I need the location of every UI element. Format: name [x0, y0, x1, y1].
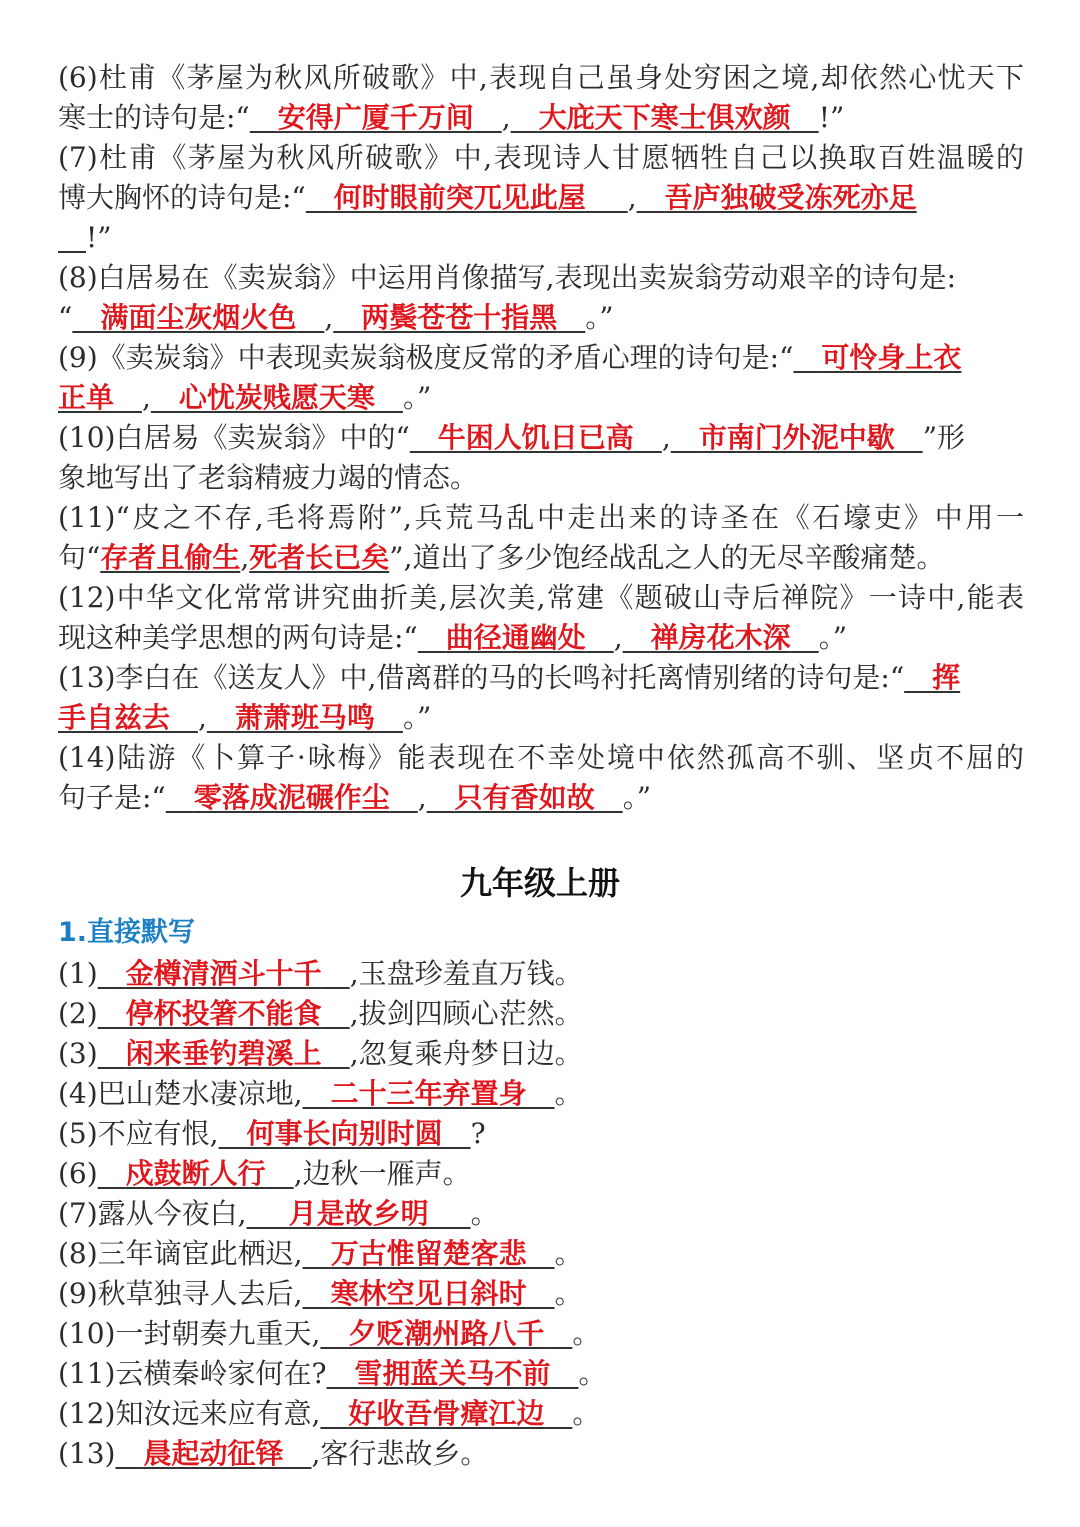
blank-underline — [115, 1437, 143, 1470]
blank-underline — [623, 621, 651, 654]
answer-blank — [98, 994, 350, 1034]
section-heading: 九年级上册 — [459, 864, 620, 902]
blank-underline — [114, 381, 142, 414]
answer-blank — [166, 778, 418, 818]
question-text: (4)巴山楚水凄凉地, — [58, 1077, 303, 1110]
text-line — [58, 1074, 1024, 1114]
text-line — [58, 1274, 1024, 1314]
text-line — [58, 698, 1024, 738]
exercise-item — [58, 1234, 1024, 1274]
answer-text: 二十三年弃置身 — [330, 1077, 527, 1110]
question-text: “ — [58, 301, 73, 334]
answer-blank — [249, 538, 389, 578]
blank-underline — [266, 1157, 294, 1190]
question-text: 。” — [402, 701, 432, 734]
blank-underline — [586, 181, 628, 214]
question-text: (12)知汝远来应有意, — [58, 1397, 321, 1430]
answer-blank — [320, 1314, 572, 1354]
answer-text: 死者长已矣 — [249, 541, 390, 574]
exercise-list-lower — [58, 954, 1024, 1474]
question-text: 。” — [585, 301, 614, 334]
answer-blank — [58, 378, 142, 418]
answer-text: 可怜身上衣 — [821, 341, 962, 374]
question-text: , — [613, 621, 623, 654]
text-line — [58, 218, 1024, 258]
answer-text: 市南门外泥中歇 — [698, 421, 895, 454]
answer-blank — [327, 1354, 579, 1394]
question-text: , — [240, 541, 250, 574]
answer-blank — [418, 618, 614, 658]
blank-underline — [390, 781, 418, 814]
blank-underline — [296, 301, 324, 334]
question-text: 象地写出了老翁精疲力竭的情态。 — [58, 461, 479, 494]
blank-underline — [791, 101, 819, 134]
question-text: ,玉盘珍羞直万钱。 — [349, 957, 583, 990]
answer-text: 心忧炭贱愿天寒 — [178, 381, 375, 414]
answer-blank — [303, 1234, 555, 1274]
answer-text: 月是故乡明 — [288, 1197, 429, 1230]
answer-text: 夕贬潮州路八千 — [348, 1317, 545, 1350]
text-line — [58, 98, 1024, 138]
answer-blank — [333, 298, 585, 338]
question-text: 。 — [572, 1317, 601, 1350]
answer-blank — [115, 1434, 311, 1474]
blank-underline — [320, 1397, 348, 1430]
answer-text: 万古惟留楚客悲 — [330, 1237, 527, 1270]
question-text: (6)杜甫《茅屋为秋风所破歌》中,表现自己虽身处穷困之境,却依然心忧天下 — [58, 61, 1024, 94]
question-text: (9)《卖炭翁》中表现卖炭翁极度反常的矛盾心理的诗句是:“ — [58, 341, 794, 374]
exercise-item — [58, 1154, 1024, 1194]
text-line — [58, 538, 1024, 578]
exercise-item — [58, 1034, 1024, 1074]
blank-underline — [219, 1117, 247, 1150]
question-text: (1) — [58, 957, 98, 990]
answer-text: 晨起动征铎 — [143, 1437, 284, 1470]
exercise-list-upper — [58, 58, 1024, 818]
text-line — [58, 338, 1024, 378]
question-text: (13) — [58, 1437, 116, 1470]
question-text: ”,道出了多少饱经战乱之人的无尽辛酸痛楚。 — [389, 541, 945, 574]
text-line — [58, 1194, 1024, 1234]
exercise-item — [58, 658, 1024, 738]
answer-blank — [303, 1074, 555, 1114]
exercise-item — [58, 1354, 1024, 1394]
text-line — [58, 418, 1024, 458]
question-text: (8)白居易在《卖炭翁》中运用肖像描写,表现出卖炭翁劳动艰辛的诗句是: — [58, 261, 956, 294]
text-line — [58, 994, 1024, 1034]
text-line — [58, 138, 1024, 178]
answer-text: 萧萧班马鸣 — [234, 701, 375, 734]
question-text: , — [627, 181, 637, 214]
question-text: ? — [470, 1117, 486, 1150]
answer-blank — [250, 98, 502, 138]
question-text: (9)秋草独寻人去后, — [58, 1277, 303, 1310]
answer-text: 两鬓苍苍十指黑 — [361, 301, 558, 334]
question-text: 。 — [554, 1277, 583, 1310]
answer-text: 禅房花木深 — [650, 621, 791, 654]
blank-underline — [322, 1037, 350, 1070]
answer-text: 满面尘灰烟火色 — [100, 301, 297, 334]
blank-underline — [250, 101, 278, 134]
answer-blank — [219, 1114, 471, 1154]
blank-underline — [551, 1357, 579, 1390]
answer-text: 金樽清酒斗十千 — [125, 957, 322, 990]
answer-blank — [72, 298, 324, 338]
text-line — [58, 738, 1024, 778]
blank-underline — [427, 781, 455, 814]
answer-blank — [98, 1154, 294, 1194]
blank-underline — [320, 1317, 348, 1350]
text-line — [58, 954, 1024, 994]
question-text: 句子是:“ — [58, 781, 166, 814]
blank-underline — [58, 221, 86, 254]
blank-underline — [443, 1117, 471, 1150]
blank-underline — [333, 301, 361, 334]
exercise-item — [58, 498, 1024, 578]
question-text: 。” — [818, 621, 848, 654]
blank-underline — [303, 1277, 331, 1310]
question-text: (10)一封朝奏九重天, — [58, 1317, 321, 1350]
answer-blank — [637, 178, 917, 218]
answer-text: 只有香如故 — [454, 781, 595, 814]
answer-text: 戍鼓断人行 — [125, 1157, 266, 1190]
exercise-item — [58, 994, 1024, 1034]
blank-underline — [98, 957, 126, 990]
text-line — [58, 1314, 1024, 1354]
answer-text: 大庇天下寒士俱欢颜 — [538, 101, 791, 134]
question-text: 。 — [554, 1077, 583, 1110]
exercise-item — [58, 1394, 1024, 1434]
answer-blank — [247, 1194, 471, 1234]
blank-underline — [72, 301, 100, 334]
blank-underline — [151, 381, 179, 414]
answer-blank — [98, 1034, 350, 1074]
blank-underline — [544, 1397, 572, 1430]
answer-text: 何时眼前突兀见此屋 — [333, 181, 586, 214]
question-text: ,拔剑四顾心茫然。 — [349, 997, 583, 1030]
text-line — [58, 1154, 1024, 1194]
blank-underline — [527, 1237, 555, 1270]
answer-text: 零落成泥碾作尘 — [193, 781, 390, 814]
question-text: , — [501, 101, 511, 134]
question-text: (5)不应有恨, — [58, 1117, 219, 1150]
answer-blank — [511, 98, 819, 138]
blank-underline — [671, 421, 699, 454]
answer-text: 挥 — [932, 661, 961, 694]
answer-blank — [98, 954, 350, 994]
question-text: (7)杜甫《茅屋为秋风所破歌》中,表现诗人甘愿牺牲自己以换取百姓温暖的 — [58, 141, 1024, 174]
text-line — [58, 1034, 1024, 1074]
text-line — [58, 498, 1024, 538]
blank-underline — [284, 1437, 312, 1470]
question-text: ,边秋一雁声。 — [293, 1157, 471, 1190]
text-line — [58, 658, 1024, 698]
question-text: (8)三年谪宦此栖迟, — [58, 1237, 303, 1270]
blank-underline — [474, 101, 502, 134]
exercise-item — [58, 338, 1024, 418]
blank-underline — [418, 621, 446, 654]
text-line — [58, 458, 1024, 498]
blank-underline — [170, 701, 198, 734]
blank-underline — [375, 381, 403, 414]
blank-underline — [303, 1237, 331, 1270]
question-text: 。 — [554, 1237, 583, 1270]
answer-text: 曲径通幽处 — [445, 621, 586, 654]
answer-blank — [427, 778, 623, 818]
question-text: (6) — [58, 1157, 98, 1190]
question-text: 博大胸怀的诗句是:“ — [58, 181, 306, 214]
blank-underline — [904, 661, 932, 694]
question-text: 寒士的诗句是:“ — [58, 101, 250, 134]
answer-blank — [151, 378, 403, 418]
text-line — [58, 1394, 1024, 1434]
question-text: ,忽复乘舟梦日边。 — [349, 1037, 583, 1070]
question-text: , — [142, 381, 151, 414]
blank-underline — [544, 1317, 572, 1350]
answer-blank — [306, 178, 628, 218]
question-text: !” — [818, 101, 845, 134]
answer-text: 存者且偷生 — [100, 541, 241, 574]
exercise-item — [58, 578, 1024, 658]
blank-underline — [166, 781, 194, 814]
answer-blank — [207, 698, 403, 738]
answer-blank — [303, 1274, 555, 1314]
blank-underline — [322, 997, 350, 1030]
blank-underline — [557, 301, 585, 334]
question-text: (13)李白在《送友人》中,借离群的马的长鸣衬托离情别绪的诗句是:“ — [58, 661, 905, 694]
exercise-item — [58, 1074, 1024, 1114]
question-text: 现这种美学思想的两句诗是:“ — [58, 621, 418, 654]
answer-text: 正单 — [58, 381, 115, 414]
answer-blank — [58, 698, 198, 738]
answer-text: 闲来垂钓碧溪上 — [125, 1037, 322, 1070]
text-line — [58, 258, 1024, 298]
answer-blank — [904, 658, 960, 698]
answer-text: 手自兹去 — [58, 701, 171, 734]
blank-underline — [586, 621, 614, 654]
blank-underline — [595, 781, 623, 814]
blank-underline — [98, 1037, 126, 1070]
exercise-item — [58, 1194, 1024, 1234]
text-line — [58, 1354, 1024, 1394]
question-text: , — [324, 301, 334, 334]
blank-underline — [511, 101, 539, 134]
question-text: 。 — [470, 1197, 499, 1230]
text-line — [58, 1234, 1024, 1274]
text-line — [58, 178, 1024, 218]
question-text: , — [417, 781, 427, 814]
text-line — [58, 618, 1024, 658]
blank-underline — [895, 421, 923, 454]
text-line — [58, 1434, 1024, 1474]
question-text: (10)白居易《卖炭翁》中的“ — [58, 421, 410, 454]
question-text: (12)中华文化常常讲究曲折美,层次美,常建《题破山寺后禅院》一诗中,能表 — [58, 581, 1024, 614]
exercise-item — [58, 418, 1024, 498]
question-text: (2) — [58, 997, 98, 1030]
question-text: ”形 — [922, 421, 966, 454]
text-line — [58, 778, 1024, 818]
exercise-item — [58, 954, 1024, 994]
question-text: 句“ — [58, 541, 101, 574]
question-text: (14)陆游《卜算子·咏梅》能表现在不幸处境中依然孤高不驯、坚贞不屈的 — [58, 741, 1024, 774]
blank-underline — [429, 1197, 471, 1230]
question-text: 。 — [572, 1397, 601, 1430]
answer-blank — [320, 1394, 572, 1434]
answer-text: 好收吾骨瘴江边 — [348, 1397, 545, 1430]
question-text: (11)云横秦岭家何在? — [58, 1357, 327, 1390]
question-text: (11)“皮之不存,毛将焉附”,兵荒马乱中走出来的诗圣在《石壕吏》中用一 — [58, 501, 1024, 534]
text-line — [58, 298, 1024, 338]
question-text: , — [198, 701, 207, 734]
subheading-direct-dictation: 1.直接默写 — [58, 917, 196, 948]
exercise-item — [58, 1274, 1024, 1314]
answer-text: 寒林空见日斜时 — [330, 1277, 527, 1310]
exercise-item — [58, 1114, 1024, 1154]
blank-underline — [527, 1077, 555, 1110]
blank-underline — [793, 341, 821, 374]
question-text: ,客行悲故乡。 — [311, 1437, 489, 1470]
blank-underline — [322, 957, 350, 990]
answer-text: 何事长向别时圆 — [246, 1117, 443, 1150]
text-line — [58, 378, 1024, 418]
answer-text: 安得广厦千万间 — [277, 101, 474, 134]
question-text: 。” — [622, 781, 652, 814]
blank-underline — [527, 1277, 555, 1310]
answer-blank — [410, 418, 662, 458]
exercise-item — [58, 58, 1024, 138]
answer-blank — [58, 218, 86, 258]
blank-underline — [303, 1077, 331, 1110]
question-text: 。 — [578, 1357, 607, 1390]
blank-underline — [306, 181, 334, 214]
text-line — [58, 58, 1024, 98]
blank-underline — [247, 1197, 289, 1230]
answer-blank — [793, 338, 961, 378]
question-text: 。” — [402, 381, 432, 414]
question-text: (3) — [58, 1037, 98, 1070]
exercise-item — [58, 138, 1024, 258]
blank-underline — [634, 421, 662, 454]
blank-underline — [207, 701, 235, 734]
blank-underline — [410, 421, 438, 454]
answer-blank — [623, 618, 819, 658]
answer-text: 雪拥蓝关马不前 — [354, 1357, 551, 1390]
exercise-item — [58, 258, 1024, 338]
text-line — [58, 1114, 1024, 1154]
blank-underline — [98, 1157, 126, 1190]
question-text: , — [661, 421, 671, 454]
answer-text: 吾庐独破受冻死亦足 — [664, 181, 917, 214]
blank-underline — [791, 621, 819, 654]
blank-underline — [375, 701, 403, 734]
answer-blank — [671, 418, 923, 458]
blank-underline — [327, 1357, 355, 1390]
text-line — [58, 578, 1024, 618]
exercise-item — [58, 1434, 1024, 1474]
exercise-item — [58, 1314, 1024, 1354]
exercise-item — [58, 738, 1024, 818]
question-text: (7)露从今夜白, — [58, 1197, 247, 1230]
blank-underline — [98, 997, 126, 1030]
answer-text: 停杯投箸不能食 — [125, 997, 322, 1030]
question-text: !” — [86, 221, 112, 254]
answer-text: 牛困人饥日已高 — [437, 421, 634, 454]
blank-underline — [637, 181, 665, 214]
answer-blank — [100, 538, 240, 578]
